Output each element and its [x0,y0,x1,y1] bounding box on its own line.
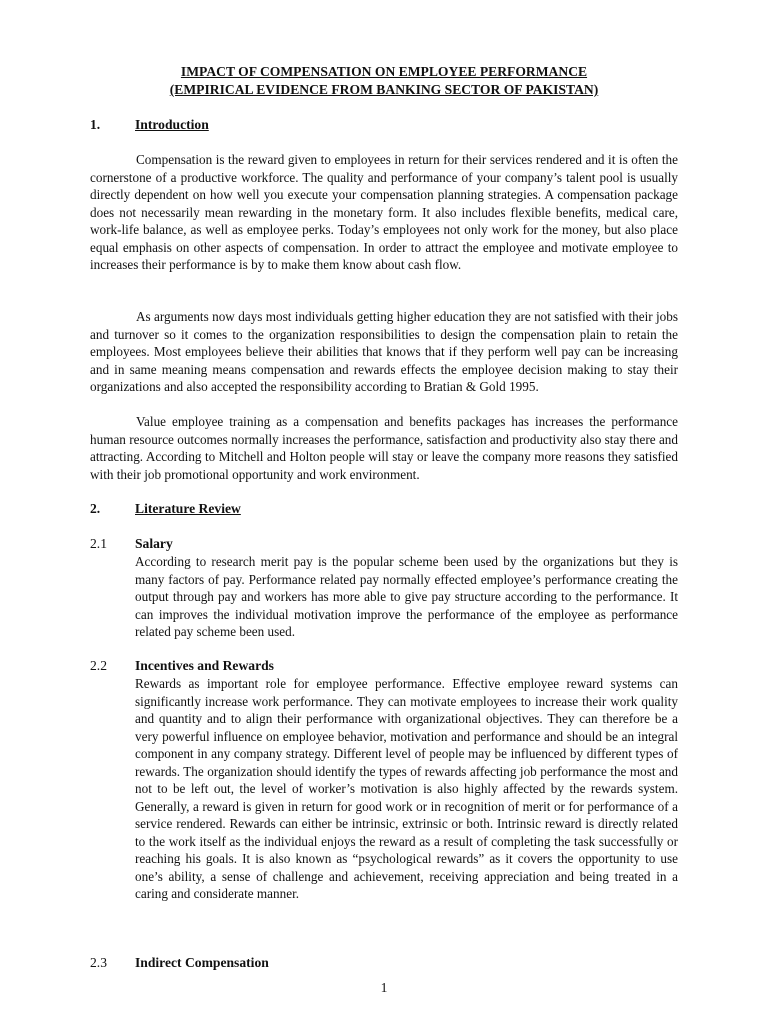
subsection-heading-incentives [90,657,274,675]
intro-paragraph-3: Value employee training as a compensation and benefits packages has increases the performance human resource outcomes normally increases the performance, satisfaction and productivity also stay there and attracting. According to Mitchell and Holton people will stay or leave the company more reasons they satisfied with their job promotional opportunity and work environment. [90,414,678,482]
intro-paragraph-2: As arguments now days most individuals getting higher education they are not satisfied with their jobs and turnover so it comes to the organization responsibilities to design the compensation plain to retain the employees. Most employees believe their abilities that knows that if they perform well pay can be increasing and in same meaning means compensation and rewards effects the employee decision making to stay their organizations and also accepted the responsibility according to Bratian & Gold 1995. [90,309,678,394]
salary-paragraph: According to research merit pay is the popular scheme been used by the organizations but they is many factors of pay. Performance related pay normally effected employee’s performance creating the output through pay and workers has more able to give pay structure according to the performance. It can improves the individual motivation improve the performance of the employee as performance related pay scheme been used. [135,554,678,639]
section-title: Literature Review [135,501,241,516]
subsection-number: 2.1 [90,536,107,551]
subsection-number: 2.2 [90,658,107,673]
section-number: 1. [90,117,101,132]
subsection-heading-salary [90,535,173,553]
subsection-number: 2.3 [90,955,107,970]
subsection-title: Incentives and Rewards [135,658,274,673]
title-line-1: IMPACT OF COMPENSATION ON EMPLOYEE PERFORMANCE [180,64,588,79]
section-heading-literature-review [90,500,241,518]
section-number: 2. [90,501,101,516]
page-number: 1 [380,980,388,995]
section-heading-introduction [90,116,209,134]
subsection-heading-indirect-compensation [90,954,269,972]
document-title [0,63,768,99]
subsection-title: Salary [135,536,173,551]
intro-paragraph-1: Compensation is the reward given to employees in return for their services rendered and it is often the cornerstone of a productive workforce. The quality and performance of your company’s talent pool is usually directly dependent on how well you execute your compensation planning strategies. A compensation package does not necessarily mean rewarding in the monetary form. It also includes flexible benefits, medical care, work-life balance, as well as employee perks. Today’s employees not only work for the money, but also place equal emphasis on other aspects of compensation. In order to attract the employee and motivate employee to increases their performance is by to make them know about cash flow. [90,152,678,272]
subsection-title: Indirect Compensation [135,955,269,970]
incentives-paragraph: Rewards as important role for employee performance. Effective employee reward systems can significantly increase work performance. They can motivate employees to increase their work quality and quantity and to align their performance with organizational objectives. They can therefore be a very powerful influence on employee behavior, motivation and performance and should be an integral component in any company strategy. Different level of people may be influenced by different types of rewards. The organization should identify the types of rewards affecting job performance the most and not to be left out, the level of worker’s motivation is also highly affected by the rewards system. Generally, a reward is given in return for good work or in recognition of merit or for performance of a service rendered. Rewards can either be intrinsic, extrinsic or both. Intrinsic reward is directly related to the work itself as the individual enjoys the reward as a result of completing the task successfully or reaching his goals. It is also known as “psychological rewards” as it covers the opportunity to use one’s ability, a sense of challenge and achievement, receiving appreciation and being treated in a caring and considerate manner. [135,676,678,901]
section-title: Introduction [135,117,209,132]
title-line-2: (EMPIRICAL EVIDENCE FROM BANKING SECTOR OF PAKISTAN) [169,82,599,97]
